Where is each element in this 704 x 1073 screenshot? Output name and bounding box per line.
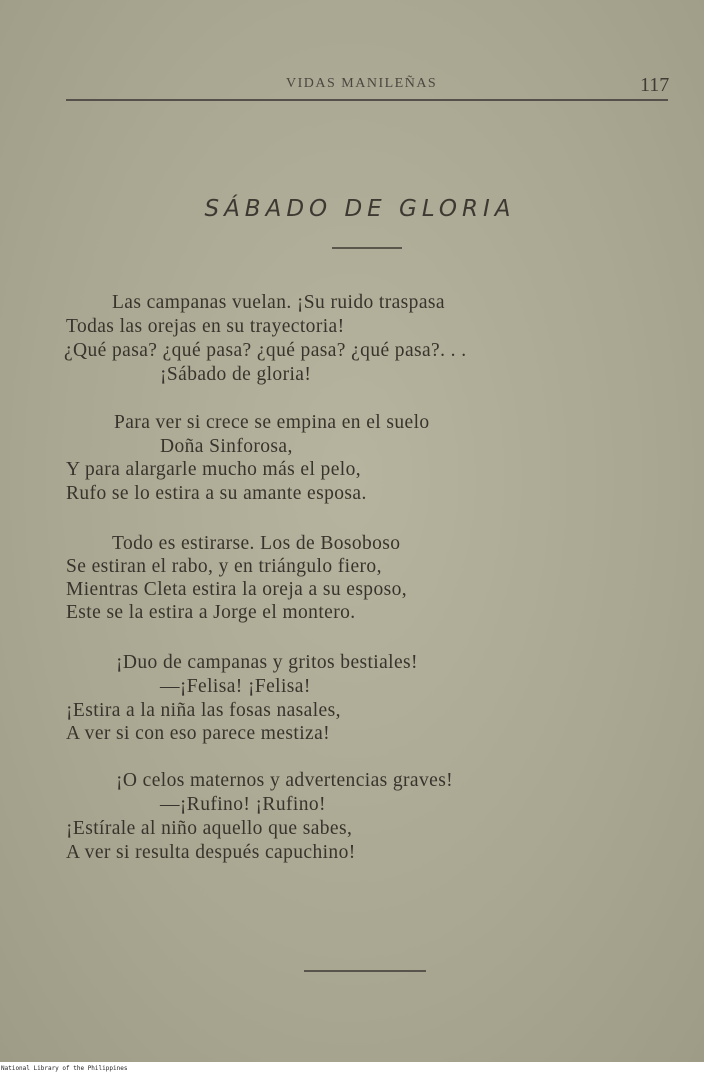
poem-line: —¡Rufino! ¡Rufino! (160, 794, 326, 815)
poem-line: Las campanas vuelan. ¡Su ruido traspasa (112, 292, 445, 313)
poem-line: Para ver si crece se empina en el suelo (114, 412, 430, 433)
poem-title: SÁBADO DE GLORIA (204, 196, 516, 222)
poem-line: Y para alargarle mucho más el pelo, (66, 459, 362, 480)
library-credit: National Library of the Philippines (1, 1065, 128, 1072)
poem-line: Todo es estirarse. Los de Bosoboso (112, 533, 401, 554)
poem-line: Todas las orejas en su trayectoria! (66, 316, 345, 337)
poem-line: Este se la estira a Jorge el montero. (66, 602, 356, 623)
poem-line: ¿Qué pasa? ¿qué pasa? ¿qué pasa? ¿qué pasa?. . . (64, 340, 467, 361)
poem-line: A ver si resulta después capuchino! (66, 842, 356, 863)
header-rule (66, 99, 668, 101)
poem-line: Se estiran el rabo, y en triángulo fiero, (66, 556, 382, 577)
poem-line: A ver si con eso parece mestiza! (66, 723, 331, 744)
page-number: 117 (640, 74, 670, 96)
poem-line: Rufo se lo estira a su amante esposa. (66, 483, 367, 504)
poem-line: ¡O celos maternos y advertencias graves! (116, 770, 454, 791)
poem-line: Doña Sinforosa, (160, 436, 293, 457)
poem-line: ¡Sábado de gloria! (160, 364, 312, 385)
poem-line: —¡Felisa! ¡Felisa! (160, 676, 311, 697)
title-rule (332, 247, 402, 249)
poem-line: Mientras Cleta estira la oreja a su esposo, (66, 579, 408, 600)
poem-line: ¡Estira a la niña las fosas nasales, (66, 700, 341, 721)
end-rule (304, 970, 426, 972)
poem-line: ¡Duo de campanas y gritos bestiales! (116, 652, 418, 673)
poem-line: ¡Estírale al niño aquello que sabes, (66, 818, 353, 839)
running-head: VIDAS MANILEÑAS (286, 76, 438, 91)
